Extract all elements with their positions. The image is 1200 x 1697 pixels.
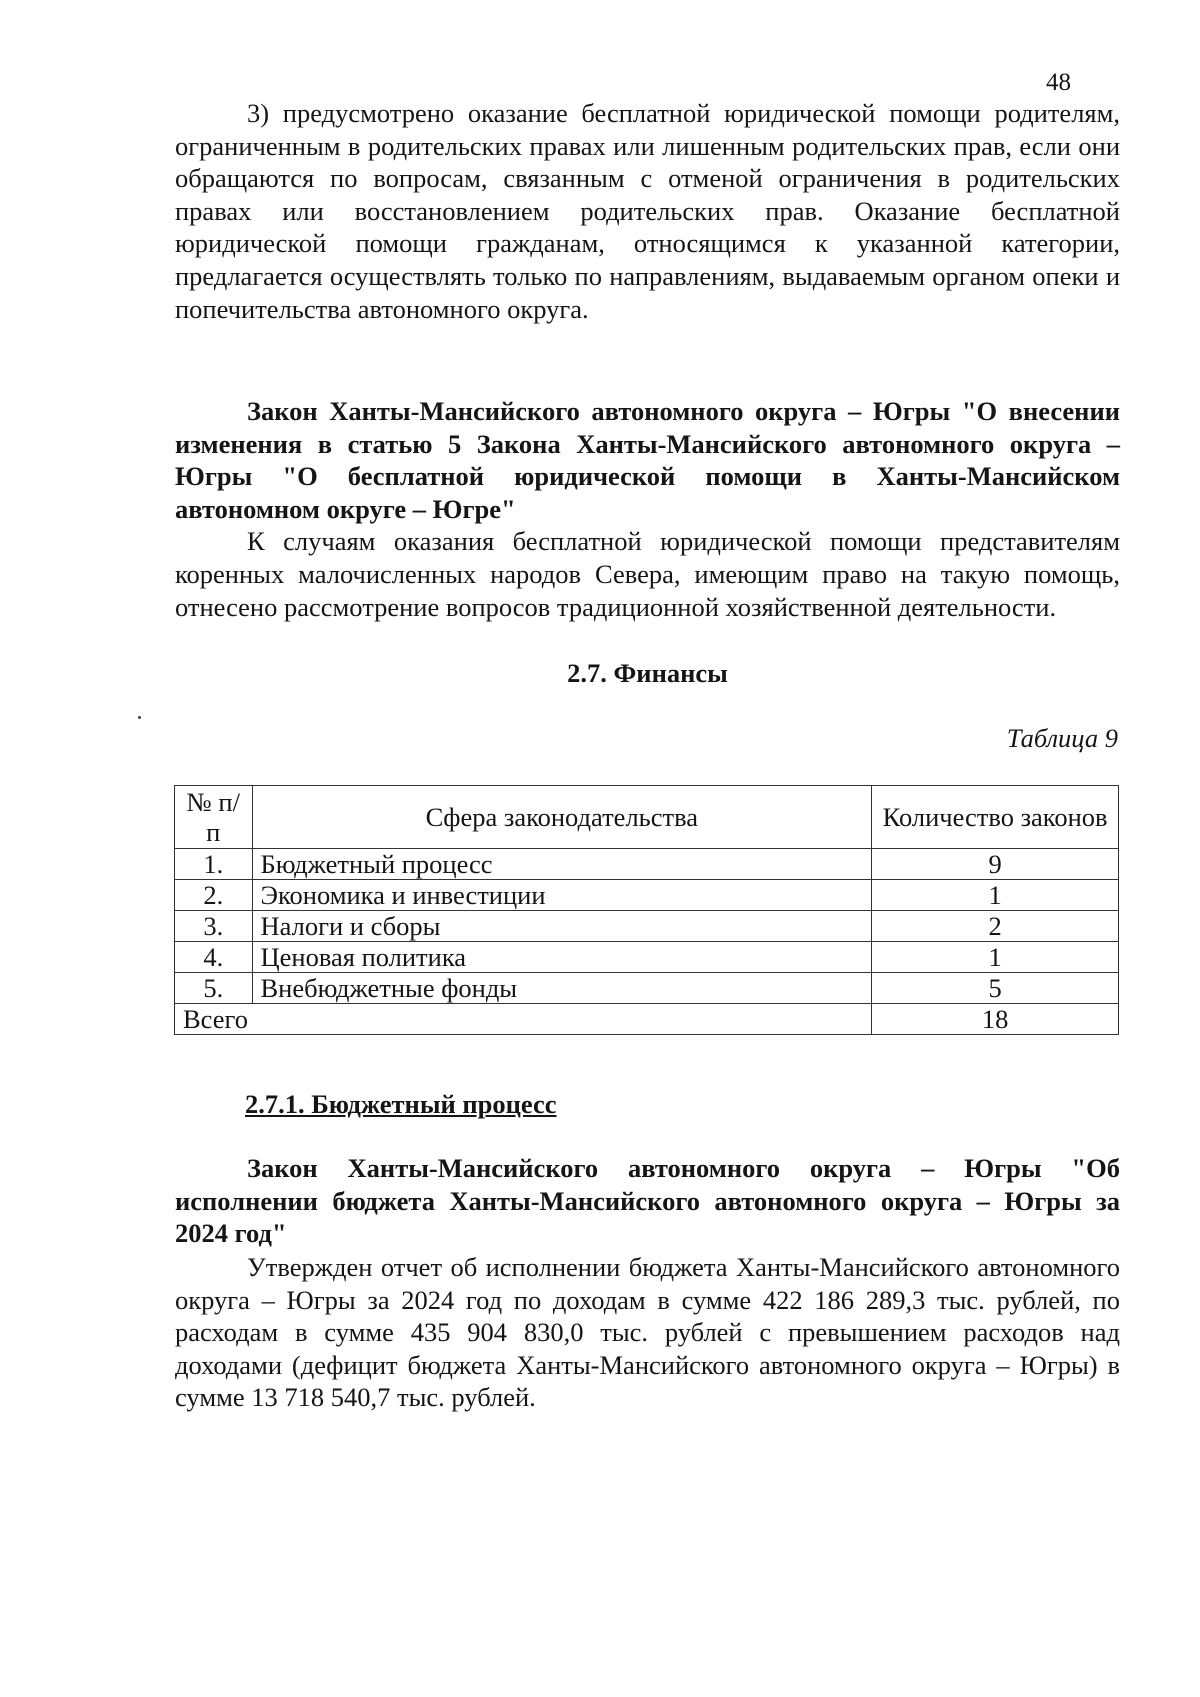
- row-count: 1: [872, 942, 1119, 973]
- law-section-budget-execution: [175, 1152, 1120, 1250]
- page-number: 48: [1046, 69, 1071, 96]
- table-total-row: [175, 1004, 1119, 1035]
- row-num: 3.: [175, 911, 253, 942]
- paragraph-free-legal-aid-parents: [175, 97, 1120, 325]
- table-row: [175, 849, 1119, 880]
- row-sphere: Ценовая политика: [252, 942, 872, 973]
- row-num: 4.: [175, 942, 253, 973]
- row-count: 2: [872, 911, 1119, 942]
- table-caption: Таблица 9: [1006, 723, 1118, 753]
- row-sphere: Экономика и инвестиции: [252, 880, 872, 911]
- table-row: [175, 880, 1119, 911]
- law-description: Утвержден отчет об исполнении бюджета Ханты-Мансийского автономного округа – Югры за 2024 год по доходам в сумме 422 186 289,3 тыс. рублей, по расходам в сумме 435 904 830,0 тыс. рублей с превышением расходов над доходами (дефицит бюджета Ханты-Мансийского автономного округа – Югры) в сумме 13 718 540,7 тыс. рублей.: [175, 1252, 1120, 1413]
- header-sphere: Сфера законодательства: [252, 786, 872, 849]
- table-row: [175, 942, 1119, 973]
- row-num: 2.: [175, 880, 253, 911]
- paragraph-budget-report: [175, 1251, 1120, 1414]
- section-title-finance: 2.7. Финансы: [567, 658, 728, 688]
- table-row: [175, 973, 1119, 1004]
- row-sphere: Бюджетный процесс: [252, 849, 872, 880]
- row-num: 1.: [175, 849, 253, 880]
- subsection-title-budget-process: 2.7.1. Бюджетный процесс: [245, 1089, 557, 1119]
- header-count: Количество законов: [872, 786, 1119, 849]
- row-num: 5.: [175, 973, 253, 1004]
- table-row: [175, 911, 1119, 942]
- table-header-row: [175, 786, 1119, 849]
- header-num: № п/п: [175, 786, 253, 849]
- row-sphere: Внебюджетные фонды: [252, 973, 872, 1004]
- row-count: 1: [872, 880, 1119, 911]
- total-count: 18: [872, 1004, 1119, 1035]
- row-count: 5: [872, 973, 1119, 1004]
- row-sphere: Налоги и сборы: [252, 911, 872, 942]
- law-title: Закон Ханты-Мансийского автономного округа – Югры "О внесении изменения в статью 5 Закона Ханты-Мансийского автономного округа – Югры "О бесплатной юридической помощи в Ханты-Мансийском автономном округе – Югре": [175, 396, 1120, 524]
- law-title: Закон Ханты-Мансийского автономного округа – Югры "Об исполнении бюджета Ханты-Мансийского автономного округа – Югры за 2024 год": [175, 1153, 1120, 1249]
- law-section-free-legal-aid: [175, 395, 1120, 623]
- scan-dot-mark: [138, 716, 141, 719]
- law-description: К случаям оказания бесплатной юридической помощи представителям коренных малочисленных народов Севера, имеющим право на такую помощь, отнесено рассмотрение вопросов традиционной хозяйственной деятельности.: [175, 526, 1120, 622]
- total-label: Всего: [175, 1004, 872, 1035]
- paragraph-text: 3) предусмотрено оказание бесплатной юридической помощи родителям, ограниченным в родительских правах или лишенным родительских прав, если они обращаются по вопросам, связанным с отменой ограничения в родительских правах или восстановлением родительских прав. Оказание бесплатной юридической помощи гражданам, относящимся к указанной категории, предлагается осуществлять только по направлениям, выдаваемым органом опеки и попечительства автономного округа.: [175, 98, 1120, 324]
- laws-by-sphere-table: [174, 785, 1119, 1035]
- row-count: 9: [872, 849, 1119, 880]
